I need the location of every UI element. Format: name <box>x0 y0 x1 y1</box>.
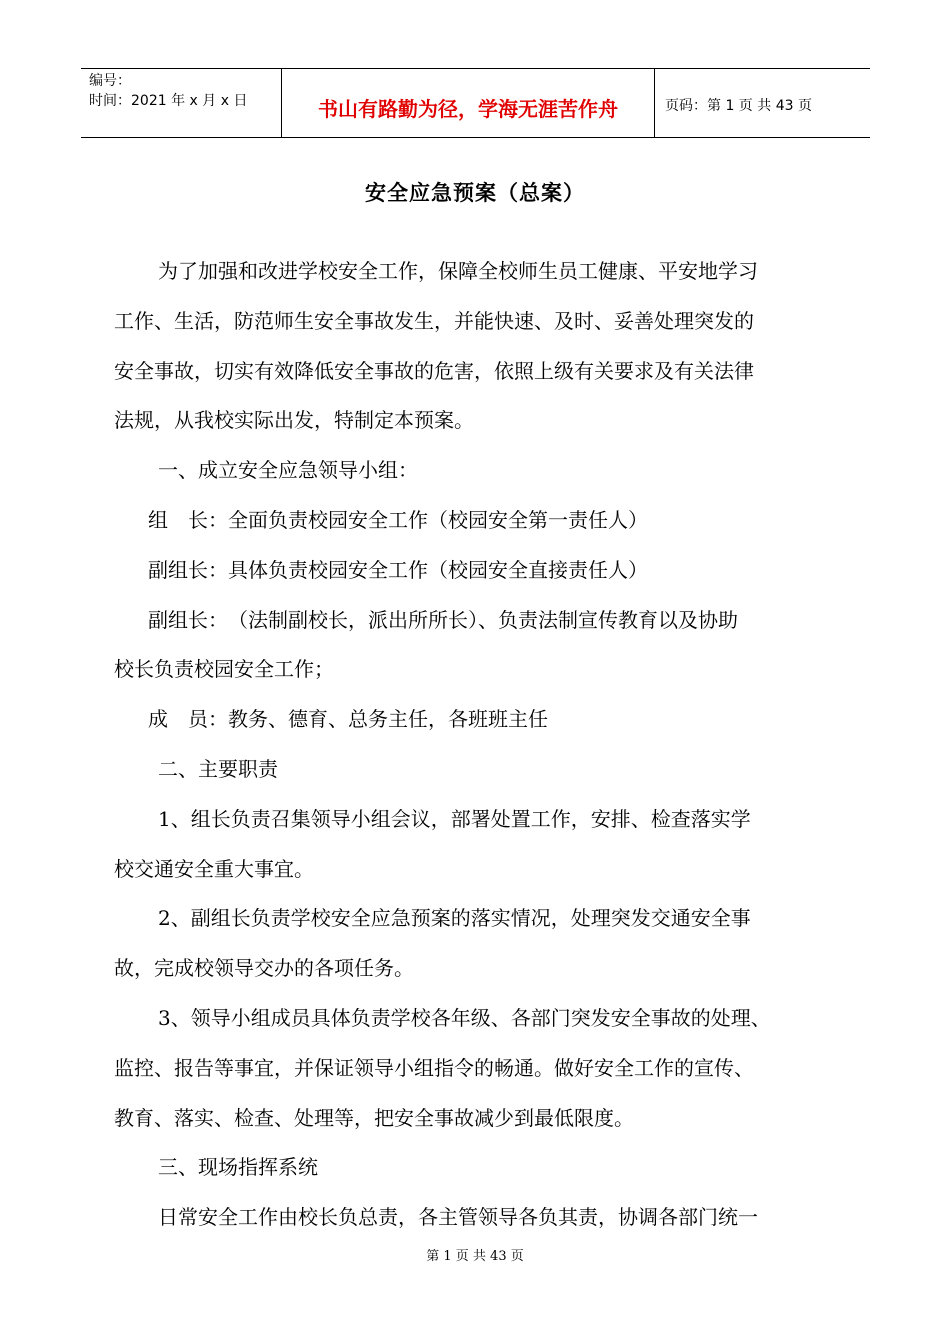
body-line: 校长负责校园安全工作； <box>114 657 334 682</box>
section-heading: 二、主要职责 <box>158 756 278 781</box>
body-line: 校交通安全重大事宜。 <box>114 856 314 881</box>
header-meta-cell <box>81 69 282 137</box>
body-line: 为了加强和改进学校安全工作，保障全校师生员工健康、平安地学习 <box>158 259 758 283</box>
body-line: 故，完成校领导交办的各项任务。 <box>114 956 414 981</box>
body-line: 日常安全工作由校长负总责，各主管领导各负其责，协调各部门统一 <box>158 1205 758 1230</box>
section-heading: 一、成立安全应急领导小组： <box>158 458 418 483</box>
document-title: 安全应急预案（总案） <box>365 180 585 205</box>
body-line: 组 长：全面负责校园安全工作（校园安全第一责任人） <box>148 507 648 532</box>
body-line: 法规，从我校实际出发，特制定本预案。 <box>114 408 474 433</box>
page-header <box>81 68 870 138</box>
document-number: 编号： <box>89 73 131 89</box>
body-line: 教育、落实、检查、处理等，把安全事故减少到最低限度。 <box>114 1105 634 1130</box>
body-line: 成 员：教务、德育、总务主任，各班班主任 <box>148 707 548 732</box>
body-line: 3、领导小组成员具体负责学校各年级、各部门突发安全事故的处理、 <box>158 1005 771 1030</box>
body-line: 1、组长负责召集领导小组会议，部署处置工作，安排、检查落实学 <box>158 806 751 831</box>
page-footer: 第 1 页 共 43 页 <box>426 1249 524 1264</box>
body-line: 副组长：具体负责校园安全工作（校园安全直接责任人） <box>148 557 648 582</box>
document-date: 时间：2021 年 x 月 x 日 <box>89 93 248 109</box>
section-heading: 三、现场指挥系统 <box>158 1155 318 1180</box>
body-line: 监控、报告等事宜，并保证领导小组指令的畅通。做好安全工作的宣传、 <box>114 1055 754 1080</box>
body-line: 副组长： （法制副校长，派出所所长）、负责法制宣传教育以及协助 <box>148 607 738 632</box>
document-body <box>114 247 844 1243</box>
body-line: 2、副组长负责学校安全应急预案的落实情况，处理突发交通安全事 <box>158 906 751 931</box>
body-line: 安全事故，切实有效降低安全事故的危害，依照上级有关要求及有关法律 <box>114 358 754 383</box>
header-page-info: 页码：第 1 页 共 43 页 <box>665 98 812 114</box>
header-motto: 书山有路勤为径，学海无涯苦作舟 <box>282 69 655 137</box>
body-line: 工作、生活，防范师生安全事故发生，并能快速、及时、妥善处理突发的 <box>114 308 754 333</box>
